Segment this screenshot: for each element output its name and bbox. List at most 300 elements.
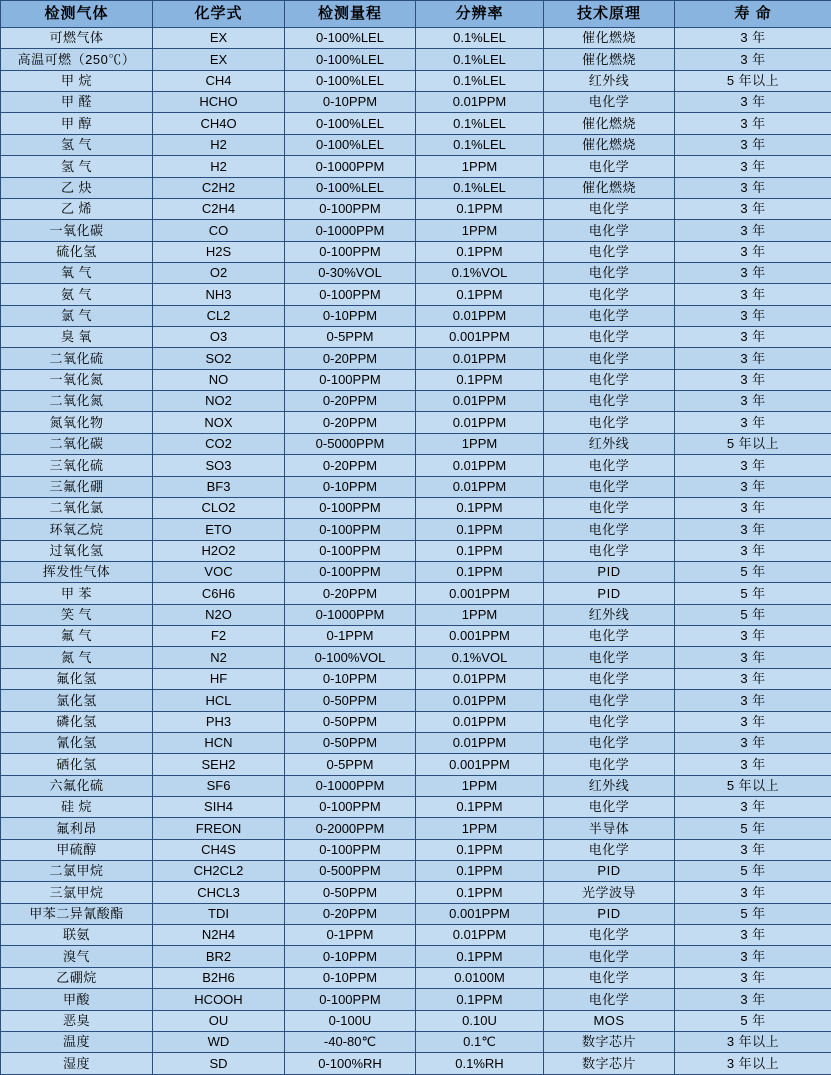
table-row — [1, 604, 831, 625]
table-row — [1, 1053, 831, 1075]
cell-resolution: 0.1PPM — [416, 198, 544, 219]
table-row — [1, 668, 831, 689]
table-row — [1, 626, 831, 647]
cell-range: 0-1000PPM — [285, 604, 416, 625]
cell-formula: TDI — [153, 903, 285, 924]
cell-resolution: 0.1PPM — [416, 497, 544, 518]
cell-lifetime: 3 年 — [675, 754, 831, 775]
cell-lifetime: 3 年 — [675, 284, 831, 305]
cell-resolution: 0.01PPM — [416, 305, 544, 326]
cell-lifetime: 5 年 — [675, 1010, 831, 1031]
cell-range: 0-100%LEL — [285, 177, 416, 198]
cell-resolution: 0.01PPM — [416, 925, 544, 946]
table-row — [1, 305, 831, 326]
cell-formula: NO — [153, 369, 285, 390]
table-header — [1, 1, 831, 28]
cell-range: 0-1PPM — [285, 925, 416, 946]
cell-resolution: 0.01PPM — [416, 348, 544, 369]
cell-lifetime: 5 年 — [675, 583, 831, 604]
cell-resolution: 0.1%LEL — [416, 70, 544, 91]
cell-lifetime: 3 年 — [675, 177, 831, 198]
cell-gas: 溴气 — [1, 946, 153, 967]
cell-range: 0-2000PPM — [285, 818, 416, 839]
column-header-range: 检测量程 — [285, 1, 416, 28]
cell-gas: 乙 烯 — [1, 198, 153, 219]
cell-formula: O2 — [153, 262, 285, 283]
cell-resolution: 0.001PPM — [416, 903, 544, 924]
cell-principle: 催化燃烧 — [544, 134, 675, 155]
cell-gas: 挥发性气体 — [1, 561, 153, 582]
cell-range: 0-50PPM — [285, 711, 416, 732]
cell-principle: 红外线 — [544, 70, 675, 91]
cell-gas: 硒化氢 — [1, 754, 153, 775]
cell-resolution: 0.0100M — [416, 967, 544, 988]
cell-principle: 电化学 — [544, 262, 675, 283]
cell-formula: C2H2 — [153, 177, 285, 198]
cell-formula: SO3 — [153, 455, 285, 476]
cell-lifetime: 3 年 — [675, 925, 831, 946]
table-row — [1, 476, 831, 497]
cell-range: 0-20PPM — [285, 391, 416, 412]
cell-resolution: 0.01PPM — [416, 92, 544, 113]
cell-principle: 电化学 — [544, 156, 675, 177]
cell-principle: 电化学 — [544, 476, 675, 497]
cell-principle: 电化学 — [544, 732, 675, 753]
cell-range: 0-5PPM — [285, 327, 416, 348]
table-row — [1, 455, 831, 476]
cell-principle: MOS — [544, 1010, 675, 1031]
cell-principle: 红外线 — [544, 433, 675, 454]
cell-lifetime: 3 年 — [675, 49, 831, 70]
cell-resolution: 0.01PPM — [416, 711, 544, 732]
cell-range: 0-20PPM — [285, 412, 416, 433]
cell-principle: 电化学 — [544, 668, 675, 689]
cell-lifetime: 3 年 — [675, 647, 831, 668]
cell-formula: CO — [153, 220, 285, 241]
cell-gas: 过氧化氢 — [1, 540, 153, 561]
cell-gas: 甲 醛 — [1, 92, 153, 113]
cell-resolution: 0.1PPM — [416, 796, 544, 817]
cell-formula: CL2 — [153, 305, 285, 326]
cell-principle: 电化学 — [544, 497, 675, 518]
cell-range: 0-100PPM — [285, 241, 416, 262]
cell-principle: 电化学 — [544, 690, 675, 711]
table-row — [1, 540, 831, 561]
cell-gas: 联氨 — [1, 925, 153, 946]
cell-resolution: 0.001PPM — [416, 626, 544, 647]
cell-lifetime: 3 年 — [675, 455, 831, 476]
cell-lifetime: 3 年 — [675, 348, 831, 369]
cell-principle: 电化学 — [544, 241, 675, 262]
cell-lifetime: 3 年 — [675, 220, 831, 241]
cell-resolution: 1PPM — [416, 433, 544, 454]
table-row — [1, 49, 831, 70]
cell-resolution: 0.1PPM — [416, 519, 544, 540]
table-row — [1, 561, 831, 582]
cell-range: 0-20PPM — [285, 348, 416, 369]
cell-lifetime: 3 年 — [675, 796, 831, 817]
cell-gas: 乙 炔 — [1, 177, 153, 198]
cell-principle: 电化学 — [544, 391, 675, 412]
cell-principle: 光学波导 — [544, 882, 675, 903]
table-row — [1, 925, 831, 946]
cell-formula: N2 — [153, 647, 285, 668]
cell-formula: HCL — [153, 690, 285, 711]
table-row — [1, 1010, 831, 1031]
table-row — [1, 818, 831, 839]
cell-principle: 催化燃烧 — [544, 177, 675, 198]
cell-gas: 氟利昂 — [1, 818, 153, 839]
cell-resolution: 0.01PPM — [416, 412, 544, 433]
cell-gas: 氯化氢 — [1, 690, 153, 711]
cell-range: 0-1000PPM — [285, 156, 416, 177]
table-row — [1, 519, 831, 540]
cell-range: 0-5PPM — [285, 754, 416, 775]
table-row — [1, 113, 831, 134]
cell-resolution: 1PPM — [416, 604, 544, 625]
table-header-row — [1, 1, 831, 28]
cell-formula: OU — [153, 1010, 285, 1031]
cell-range: 0-1PPM — [285, 626, 416, 647]
cell-gas: 恶臭 — [1, 1010, 153, 1031]
cell-range: 0-100PPM — [285, 989, 416, 1010]
cell-principle: 电化学 — [544, 412, 675, 433]
cell-formula: CO2 — [153, 433, 285, 454]
cell-formula: CH4 — [153, 70, 285, 91]
cell-resolution: 0.01PPM — [416, 690, 544, 711]
cell-principle: 电化学 — [544, 647, 675, 668]
cell-gas: 氰化氢 — [1, 732, 153, 753]
cell-formula: H2S — [153, 241, 285, 262]
cell-principle: 数字芯片 — [544, 1031, 675, 1052]
cell-formula: NH3 — [153, 284, 285, 305]
cell-gas: 二氧化碳 — [1, 433, 153, 454]
table-row — [1, 433, 831, 454]
cell-gas: 磷化氢 — [1, 711, 153, 732]
cell-gas: 笑 气 — [1, 604, 153, 625]
cell-formula: SEH2 — [153, 754, 285, 775]
cell-lifetime: 3 年 — [675, 519, 831, 540]
cell-resolution: 0.1PPM — [416, 989, 544, 1010]
cell-formula: CHCL3 — [153, 882, 285, 903]
cell-formula: CH4S — [153, 839, 285, 860]
cell-range: 0-30%VOL — [285, 262, 416, 283]
cell-range: -40-80℃ — [285, 1031, 416, 1052]
cell-principle: 红外线 — [544, 775, 675, 796]
cell-lifetime: 5 年 — [675, 903, 831, 924]
cell-principle: 电化学 — [544, 626, 675, 647]
cell-resolution: 0.1%RH — [416, 1053, 544, 1075]
table-row — [1, 647, 831, 668]
cell-resolution: 1PPM — [416, 818, 544, 839]
cell-lifetime: 3 年 — [675, 327, 831, 348]
table-row — [1, 946, 831, 967]
cell-lifetime: 3 年 — [675, 497, 831, 518]
cell-resolution: 0.1℃ — [416, 1031, 544, 1052]
cell-resolution: 0.1PPM — [416, 369, 544, 390]
cell-lifetime: 3 年 — [675, 391, 831, 412]
cell-principle: 电化学 — [544, 284, 675, 305]
cell-lifetime: 3 年 — [675, 241, 831, 262]
cell-range: 0-100PPM — [285, 796, 416, 817]
cell-resolution: 0.001PPM — [416, 754, 544, 775]
cell-principle: 催化燃烧 — [544, 28, 675, 49]
cell-lifetime: 3 年 — [675, 882, 831, 903]
cell-range: 0-1000PPM — [285, 775, 416, 796]
cell-resolution: 0.001PPM — [416, 327, 544, 348]
cell-lifetime: 3 年 — [675, 369, 831, 390]
cell-principle: 电化学 — [544, 348, 675, 369]
cell-range: 0-50PPM — [285, 690, 416, 711]
cell-formula: HCOOH — [153, 989, 285, 1010]
cell-principle: 电化学 — [544, 989, 675, 1010]
cell-resolution: 0.1PPM — [416, 284, 544, 305]
cell-principle: 电化学 — [544, 455, 675, 476]
cell-formula: C6H6 — [153, 583, 285, 604]
cell-formula: SO2 — [153, 348, 285, 369]
cell-principle: 红外线 — [544, 604, 675, 625]
cell-resolution: 1PPM — [416, 156, 544, 177]
cell-lifetime: 5 年以上 — [675, 433, 831, 454]
cell-formula: HF — [153, 668, 285, 689]
cell-resolution: 0.1%VOL — [416, 647, 544, 668]
table-row — [1, 70, 831, 91]
cell-resolution: 0.1PPM — [416, 946, 544, 967]
cell-principle: 电化学 — [544, 946, 675, 967]
cell-gas: 氢 气 — [1, 156, 153, 177]
cell-resolution: 0.1PPM — [416, 561, 544, 582]
column-header-gas: 检测气体 — [1, 1, 153, 28]
cell-lifetime: 3 年 — [675, 92, 831, 113]
cell-lifetime: 3 年 — [675, 412, 831, 433]
table-row — [1, 156, 831, 177]
cell-formula: ETO — [153, 519, 285, 540]
cell-gas: 臭 氧 — [1, 327, 153, 348]
cell-resolution: 0.01PPM — [416, 455, 544, 476]
cell-gas: 硅 烷 — [1, 796, 153, 817]
cell-formula: BR2 — [153, 946, 285, 967]
cell-formula: EX — [153, 28, 285, 49]
column-header-lifetime: 寿 命 — [675, 1, 831, 28]
cell-formula: NO2 — [153, 391, 285, 412]
cell-gas: 氢 气 — [1, 134, 153, 155]
cell-resolution: 0.1%VOL — [416, 262, 544, 283]
cell-resolution: 0.1%LEL — [416, 113, 544, 134]
table-row — [1, 241, 831, 262]
cell-resolution: 1PPM — [416, 775, 544, 796]
cell-principle: 电化学 — [544, 754, 675, 775]
cell-formula: SIH4 — [153, 796, 285, 817]
cell-range: 0-10PPM — [285, 946, 416, 967]
table-row — [1, 134, 831, 155]
table-row — [1, 861, 831, 882]
column-header-principle: 技术原理 — [544, 1, 675, 28]
cell-lifetime: 5 年 — [675, 561, 831, 582]
cell-resolution: 1PPM — [416, 220, 544, 241]
cell-principle: 电化学 — [544, 92, 675, 113]
table-row — [1, 28, 831, 49]
cell-resolution: 0.001PPM — [416, 583, 544, 604]
cell-lifetime: 3 年 — [675, 540, 831, 561]
cell-resolution: 0.1PPM — [416, 882, 544, 903]
cell-formula: VOC — [153, 561, 285, 582]
cell-gas: 氮氧化物 — [1, 412, 153, 433]
cell-gas: 氨 气 — [1, 284, 153, 305]
cell-resolution: 0.01PPM — [416, 391, 544, 412]
cell-range: 0-20PPM — [285, 903, 416, 924]
cell-gas: 可燃气体 — [1, 28, 153, 49]
cell-gas: 环氧乙烷 — [1, 519, 153, 540]
cell-resolution: 0.1%LEL — [416, 28, 544, 49]
cell-principle: PID — [544, 861, 675, 882]
cell-principle: 电化学 — [544, 796, 675, 817]
cell-gas: 高温可燃（250℃） — [1, 49, 153, 70]
cell-gas: 二氧化氯 — [1, 497, 153, 518]
table-row — [1, 327, 831, 348]
cell-principle: 电化学 — [544, 925, 675, 946]
cell-gas: 甲 烷 — [1, 70, 153, 91]
cell-principle: 电化学 — [544, 220, 675, 241]
cell-formula: N2O — [153, 604, 285, 625]
cell-gas: 硫化氢 — [1, 241, 153, 262]
cell-resolution: 0.10U — [416, 1010, 544, 1031]
table-row — [1, 92, 831, 113]
cell-resolution: 0.1PPM — [416, 861, 544, 882]
cell-formula: C2H4 — [153, 198, 285, 219]
cell-gas: 温度 — [1, 1031, 153, 1052]
cell-range: 0-10PPM — [285, 92, 416, 113]
cell-formula: EX — [153, 49, 285, 70]
cell-lifetime: 3 年 — [675, 113, 831, 134]
cell-resolution: 0.1PPM — [416, 241, 544, 262]
table-row — [1, 412, 831, 433]
cell-lifetime: 3 年 — [675, 626, 831, 647]
cell-gas: 湿度 — [1, 1053, 153, 1075]
table-row — [1, 583, 831, 604]
cell-formula: BF3 — [153, 476, 285, 497]
cell-lifetime: 3 年 — [675, 134, 831, 155]
cell-formula: H2O2 — [153, 540, 285, 561]
cell-formula: O3 — [153, 327, 285, 348]
table-row — [1, 732, 831, 753]
cell-gas: 甲酸 — [1, 989, 153, 1010]
cell-formula: B2H6 — [153, 967, 285, 988]
cell-range: 0-100%LEL — [285, 49, 416, 70]
cell-formula: H2 — [153, 156, 285, 177]
cell-lifetime: 3 年 — [675, 967, 831, 988]
cell-lifetime: 3 年 — [675, 262, 831, 283]
table-row — [1, 967, 831, 988]
cell-lifetime: 3 年 — [675, 305, 831, 326]
table-row — [1, 262, 831, 283]
cell-range: 0-100%LEL — [285, 28, 416, 49]
cell-lifetime: 3 年 — [675, 989, 831, 1010]
cell-lifetime: 3 年 — [675, 476, 831, 497]
cell-formula: SF6 — [153, 775, 285, 796]
cell-range: 0-1000PPM — [285, 220, 416, 241]
cell-range: 0-100%VOL — [285, 647, 416, 668]
cell-range: 0-500PPM — [285, 861, 416, 882]
cell-gas: 乙硼烷 — [1, 967, 153, 988]
table-row — [1, 775, 831, 796]
table-row — [1, 882, 831, 903]
cell-lifetime: 5 年 — [675, 604, 831, 625]
cell-gas: 甲 醇 — [1, 113, 153, 134]
cell-resolution: 0.1PPM — [416, 540, 544, 561]
cell-resolution: 0.1%LEL — [416, 177, 544, 198]
table-row — [1, 348, 831, 369]
table-row — [1, 369, 831, 390]
cell-formula: CH4O — [153, 113, 285, 134]
cell-principle: 电化学 — [544, 327, 675, 348]
cell-principle: 电化学 — [544, 967, 675, 988]
cell-gas: 氟化氢 — [1, 668, 153, 689]
cell-gas: 三氧化硫 — [1, 455, 153, 476]
cell-principle: 电化学 — [544, 711, 675, 732]
cell-lifetime: 5 年 — [675, 818, 831, 839]
table-row — [1, 1031, 831, 1052]
cell-range: 0-100%LEL — [285, 134, 416, 155]
cell-resolution: 0.01PPM — [416, 732, 544, 753]
cell-lifetime: 3 年 — [675, 198, 831, 219]
cell-resolution: 0.1%LEL — [416, 134, 544, 155]
cell-range: 0-10PPM — [285, 668, 416, 689]
cell-lifetime: 3 年以上 — [675, 1031, 831, 1052]
cell-principle: PID — [544, 903, 675, 924]
cell-formula: N2H4 — [153, 925, 285, 946]
cell-formula: H2 — [153, 134, 285, 155]
cell-gas: 三氯甲烷 — [1, 882, 153, 903]
cell-formula: CH2CL2 — [153, 861, 285, 882]
table-row — [1, 391, 831, 412]
cell-gas: 甲苯二异氰酸酯 — [1, 903, 153, 924]
cell-range: 0-100U — [285, 1010, 416, 1031]
table-row — [1, 220, 831, 241]
cell-gas: 二氧化硫 — [1, 348, 153, 369]
cell-gas: 甲 苯 — [1, 583, 153, 604]
cell-principle: 电化学 — [544, 369, 675, 390]
cell-principle: 电化学 — [544, 540, 675, 561]
cell-range: 0-100%RH — [285, 1053, 416, 1075]
cell-lifetime: 3 年 — [675, 839, 831, 860]
cell-range: 0-100PPM — [285, 839, 416, 860]
cell-gas: 氟 气 — [1, 626, 153, 647]
cell-principle: PID — [544, 583, 675, 604]
cell-lifetime: 5 年 — [675, 861, 831, 882]
cell-lifetime: 3 年 — [675, 668, 831, 689]
cell-resolution: 0.1PPM — [416, 839, 544, 860]
table-row — [1, 198, 831, 219]
cell-range: 0-100PPM — [285, 540, 416, 561]
cell-range: 0-20PPM — [285, 455, 416, 476]
table-row — [1, 497, 831, 518]
cell-gas: 甲硫醇 — [1, 839, 153, 860]
cell-lifetime: 3 年 — [675, 946, 831, 967]
cell-range: 0-20PPM — [285, 583, 416, 604]
table-row — [1, 284, 831, 305]
column-header-resolution: 分辨率 — [416, 1, 544, 28]
cell-resolution: 0.01PPM — [416, 476, 544, 497]
cell-lifetime: 3 年 — [675, 28, 831, 49]
cell-lifetime: 3 年 — [675, 690, 831, 711]
cell-range: 0-100PPM — [285, 519, 416, 540]
cell-formula: PH3 — [153, 711, 285, 732]
cell-principle: 电化学 — [544, 519, 675, 540]
cell-range: 0-100PPM — [285, 561, 416, 582]
cell-range: 0-50PPM — [285, 732, 416, 753]
cell-gas: 二氯甲烷 — [1, 861, 153, 882]
cell-range: 0-100%LEL — [285, 70, 416, 91]
